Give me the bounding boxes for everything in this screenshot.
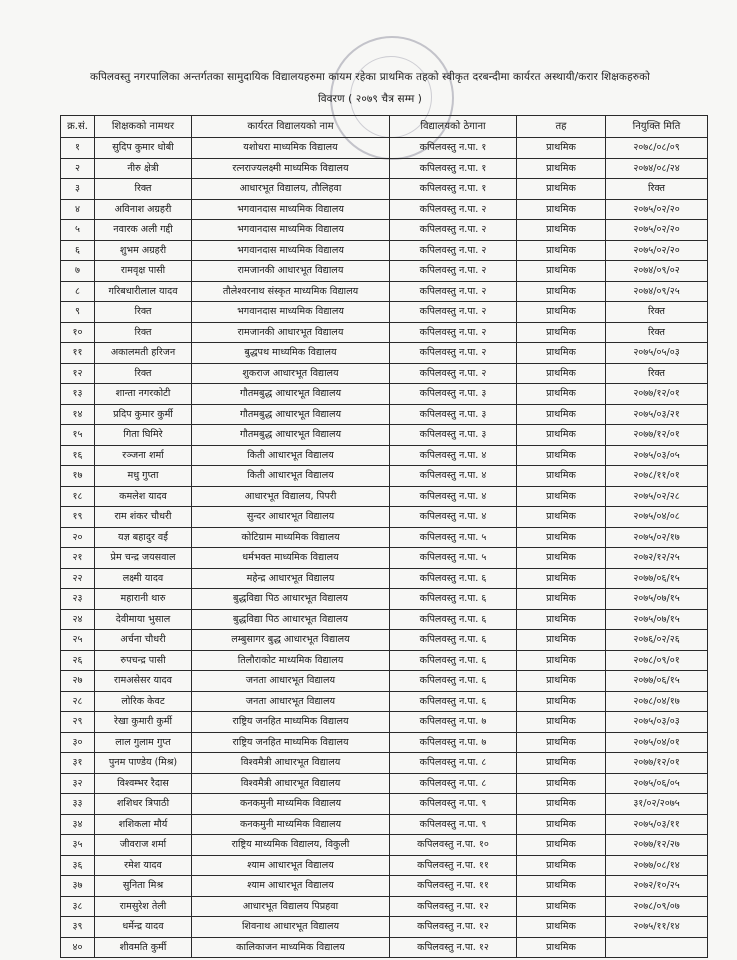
- serial-cell: ३४: [61, 814, 95, 835]
- col-header-address: विद्यालयको ठेगाना: [390, 116, 517, 138]
- table-row: [61, 220, 708, 241]
- table-row: [61, 404, 708, 425]
- level-cell: प्राथमिक: [517, 158, 606, 179]
- teacher-name-cell: शान्ता नगरकोटी: [95, 384, 192, 405]
- appointment-date-cell: २०७५/०२/२०: [606, 199, 708, 220]
- address-cell: कपिलवस्तु न.पा. ६: [390, 650, 517, 671]
- appointment-date-cell: २०७७/०६/१५: [606, 671, 708, 692]
- level-cell: प्राथमिक: [517, 343, 606, 364]
- address-cell: कपिलवस्तु न.पा. १: [390, 179, 517, 200]
- table-row: [61, 589, 708, 610]
- teacher-name-cell: मधु गुप्ता: [95, 466, 192, 487]
- title-line-2: विवरण ( २०७९ चैत्र सम्म ): [318, 93, 422, 105]
- level-cell: प्राथमिक: [517, 691, 606, 712]
- table-row: [61, 896, 708, 917]
- address-cell: कपिलवस्तु न.पा. २: [390, 220, 517, 241]
- address-cell: कपिलवस्तु न.पा. ३: [390, 384, 517, 405]
- address-cell: कपिलवस्तु न.पा. ५: [390, 527, 517, 548]
- teacher-name-cell: कमलेश यादव: [95, 486, 192, 507]
- level-cell: प्राथमिक: [517, 199, 606, 220]
- address-cell: कपिलवस्तु न.पा. १: [390, 158, 517, 179]
- serial-cell: ४: [61, 199, 95, 220]
- serial-cell: ३०: [61, 732, 95, 753]
- appointment-date-cell: २०७५/०३/११: [606, 814, 708, 835]
- table-row: [61, 917, 708, 938]
- serial-cell: १९: [61, 507, 95, 528]
- address-cell: कपिलवस्तु न.पा. ६: [390, 630, 517, 651]
- school-name-cell: जनता आधारभूत विद्यालय: [192, 671, 390, 692]
- appointment-date-cell: ३१/०२/२०७५: [606, 794, 708, 815]
- teacher-name-cell: रामवृक्ष पासी: [95, 261, 192, 282]
- teacher-name-cell: रिक्त: [95, 363, 192, 384]
- school-name-cell: राष्ट्रिय जनहित माध्यमिक विद्यालय: [192, 712, 390, 733]
- appointment-date-cell: २०७५/०२/२०: [606, 220, 708, 241]
- address-cell: कपिलवस्तु न.पा. २: [390, 199, 517, 220]
- serial-cell: १८: [61, 486, 95, 507]
- appointment-date-cell: २०७५/०३/२१: [606, 404, 708, 425]
- level-cell: प्राथमिक: [517, 814, 606, 835]
- teacher-name-cell: रिक्त: [95, 179, 192, 200]
- serial-cell: २७: [61, 671, 95, 692]
- address-cell: कपिलवस्तु न.पा. २: [390, 363, 517, 384]
- col-header-level: तह: [517, 116, 606, 138]
- serial-cell: ११: [61, 343, 95, 364]
- address-cell: कपिलवस्तु न.पा. ११: [390, 855, 517, 876]
- address-cell: कपिलवस्तु न.पा. ६: [390, 671, 517, 692]
- school-name-cell: राष्ट्रिय माध्यमिक विद्यालय, विकुली: [192, 835, 390, 856]
- table-row: [61, 732, 708, 753]
- school-name-cell: बुद्धविद्या पिठ आधारभूत विद्यालय: [192, 589, 390, 610]
- school-name-cell: भगवानदास माध्यमिक विद्यालय: [192, 220, 390, 241]
- teacher-name-cell: रामसुरेश तेली: [95, 896, 192, 917]
- appointment-date-cell: रिक्त: [606, 363, 708, 384]
- level-cell: प्राथमिक: [517, 712, 606, 733]
- teacher-name-cell: जीवराज शर्मा: [95, 835, 192, 856]
- serial-cell: ३६: [61, 855, 95, 876]
- table-row: [61, 240, 708, 261]
- col-header-teacher-name: शिक्षकको नामथर: [95, 116, 192, 138]
- appointment-date-cell: २०७८/०९/०१: [606, 650, 708, 671]
- appointment-date-cell: २०७७/१२/०१: [606, 425, 708, 446]
- level-cell: प्राथमिक: [517, 486, 606, 507]
- address-cell: कपिलवस्तु न.पा. ७: [390, 712, 517, 733]
- school-name-cell: किती आधारभूत विद्यालय: [192, 445, 390, 466]
- teacher-name-cell: रेखा कुमारी कुर्मी: [95, 712, 192, 733]
- school-name-cell: कोटिग्राम माध्यमिक विद्यालय: [192, 527, 390, 548]
- teacher-name-cell: रमेश यादव: [95, 855, 192, 876]
- serial-cell: ८: [61, 281, 95, 302]
- address-cell: कपिलवस्तु न.पा. ८: [390, 753, 517, 774]
- school-name-cell: राष्ट्रिय जनहित माध्यमिक विद्यालय: [192, 732, 390, 753]
- col-header-school-name: कार्यरत विद्यालयको नाम: [192, 116, 390, 138]
- table-row: [61, 261, 708, 282]
- table-row: [61, 937, 708, 958]
- address-cell: कपिलवस्तु न.पा. २: [390, 322, 517, 343]
- school-name-cell: रत्नराज्यलक्ष्मी माध्यमिक विद्यालय: [192, 158, 390, 179]
- level-cell: प्राथमिक: [517, 507, 606, 528]
- table-row: [61, 753, 708, 774]
- teacher-name-cell: शशिधर त्रिपाठी: [95, 794, 192, 815]
- title-line-1: कपिलवस्तु नगरपालिका अन्तर्गतका सामुदायिक विद्यालयहरुमा कायम रहेका प्राथमिक तहको स्वीकृत दरबन्दीमा कार्यरत अस्थायी/करार शिक्षकहरुको: [89, 71, 651, 83]
- appointment-date-cell: २०७२/१२/२५: [606, 548, 708, 569]
- table-row: [61, 138, 708, 159]
- school-name-cell: कनकमुनी माध्यमिक विद्यालय: [192, 814, 390, 835]
- serial-cell: १४: [61, 404, 95, 425]
- appointment-date-cell: २०७८/०४/१७: [606, 691, 708, 712]
- serial-cell: ६: [61, 240, 95, 261]
- teacher-name-cell: राम शंकर चौधरी: [95, 507, 192, 528]
- school-name-cell: भगवानदास माध्यमिक विद्यालय: [192, 199, 390, 220]
- school-name-cell: आधारभूत विद्यालय पिप्रहवा: [192, 896, 390, 917]
- teacher-name-cell: लोरिक केवट: [95, 691, 192, 712]
- serial-cell: २४: [61, 609, 95, 630]
- teacher-name-cell: अविनाश अग्रहरी: [95, 199, 192, 220]
- table-row: [61, 609, 708, 630]
- serial-cell: १२: [61, 363, 95, 384]
- level-cell: प्राथमिक: [517, 917, 606, 938]
- address-cell: कपिलवस्तु न.पा. ६: [390, 568, 517, 589]
- appointment-date-cell: २०७५/०७/१५: [606, 589, 708, 610]
- table-row: [61, 691, 708, 712]
- appointment-date-cell: २०७८/११/०१: [606, 466, 708, 487]
- level-cell: प्राथमिक: [517, 363, 606, 384]
- level-cell: प्राथमिक: [517, 302, 606, 323]
- address-cell: कपिलवस्तु न.पा. १२: [390, 937, 517, 958]
- serial-cell: ३: [61, 179, 95, 200]
- school-name-cell: गौतमबुद्ध आधारभूत विद्यालय: [192, 384, 390, 405]
- appointment-date-cell: २०७७/१२/०१: [606, 753, 708, 774]
- teacher-name-cell: धर्मेन्द्र यादव: [95, 917, 192, 938]
- table-row: [61, 384, 708, 405]
- school-name-cell: रामजानकी आधारभूत विद्यालय: [192, 322, 390, 343]
- school-name-cell: आधारभूत विद्यालय, तौलिहवा: [192, 179, 390, 200]
- table-row: [61, 814, 708, 835]
- school-name-cell: किती आधारभूत विद्यालय: [192, 466, 390, 487]
- serial-cell: ३९: [61, 917, 95, 938]
- appointment-date-cell: २०७५/०४/०१: [606, 732, 708, 753]
- address-cell: कपिलवस्तु न.पा. १२: [390, 896, 517, 917]
- table-row: [61, 548, 708, 569]
- table-row: [61, 855, 708, 876]
- appointment-date-cell: २०७४/०९/२५: [606, 281, 708, 302]
- school-name-cell: कनकमुनी माध्यमिक विद्यालय: [192, 794, 390, 815]
- teacher-name-cell: रिक्त: [95, 302, 192, 323]
- appointment-date-cell: रिक्त: [606, 179, 708, 200]
- school-name-cell: गौतमबुद्ध आधारभूत विद्यालय: [192, 404, 390, 425]
- teacher-name-cell: शुभम अग्रहरी: [95, 240, 192, 261]
- appointment-date-cell: २०७५/०२/२८: [606, 486, 708, 507]
- serial-cell: १७: [61, 466, 95, 487]
- school-name-cell: बुद्धविद्या पिठ आधारभूत विद्यालय: [192, 609, 390, 630]
- serial-cell: २९: [61, 712, 95, 733]
- appointment-date-cell: २०७५/०६/०५: [606, 773, 708, 794]
- appointment-date-cell: २०७८/०८/०९: [606, 138, 708, 159]
- level-cell: प्राथमिक: [517, 568, 606, 589]
- teacher-name-cell: पुनम पाण्डेय (मिश्र): [95, 753, 192, 774]
- appointment-date-cell: २०७५/०३/०५: [606, 445, 708, 466]
- teacher-name-cell: यज्ञ बहादुर वर्ई: [95, 527, 192, 548]
- level-cell: प्राथमिक: [517, 179, 606, 200]
- appointment-date-cell: २०७८/०९/०७: [606, 896, 708, 917]
- teacher-name-cell: महारानी थारु: [95, 589, 192, 610]
- table-row: [61, 630, 708, 651]
- col-header-serial: क्र.सं.: [61, 116, 95, 138]
- table-row: [61, 527, 708, 548]
- level-cell: प्राथमिक: [517, 650, 606, 671]
- school-name-cell: विश्वमैत्री आधारभूत विद्यालय: [192, 773, 390, 794]
- level-cell: प्राथमिक: [517, 937, 606, 958]
- serial-cell: १५: [61, 425, 95, 446]
- teacher-name-cell: लक्ष्मी यादव: [95, 568, 192, 589]
- address-cell: कपिलवस्तु न.पा. ३: [390, 404, 517, 425]
- school-name-cell: यशोधरा माध्यमिक विद्यालय: [192, 138, 390, 159]
- appointment-date-cell: २०७५/०७/१५: [606, 609, 708, 630]
- table-row: [61, 712, 708, 733]
- school-name-cell: गौतमबुद्ध आधारभूत विद्यालय: [192, 425, 390, 446]
- appointment-date-cell: २०७५/११/१४: [606, 917, 708, 938]
- document-title: [40, 66, 700, 110]
- appointment-date-cell: रिक्त: [606, 322, 708, 343]
- address-cell: कपिलवस्तु न.पा. ७: [390, 732, 517, 753]
- teacher-name-cell: नीरु क्षेत्री: [95, 158, 192, 179]
- teacher-name-cell: सुदिप कुमार धोबी: [95, 138, 192, 159]
- school-name-cell: महेन्द्र आधारभूत विद्यालय: [192, 568, 390, 589]
- address-cell: कपिलवस्तु न.पा. ४: [390, 445, 517, 466]
- teacher-name-cell: गरिबधारीलाल यादव: [95, 281, 192, 302]
- appointment-date-cell: २०७५/०२/१७: [606, 527, 708, 548]
- address-cell: कपिलवस्तु न.पा. २: [390, 261, 517, 282]
- serial-cell: ३३: [61, 794, 95, 815]
- school-name-cell: लम्बुसागर बुद्ध आधारभूत विद्यालय: [192, 630, 390, 651]
- appointment-date-cell: २०७६/०२/२६: [606, 630, 708, 651]
- level-cell: प्राथमिक: [517, 589, 606, 610]
- serial-cell: २६: [61, 650, 95, 671]
- address-cell: कपिलवस्तु न.पा. ६: [390, 691, 517, 712]
- table-row: [61, 507, 708, 528]
- table-row: [61, 445, 708, 466]
- appointment-date-cell: २०७७/०६/१५: [606, 568, 708, 589]
- serial-cell: २०: [61, 527, 95, 548]
- table-row: [61, 835, 708, 856]
- school-name-cell: शुकराज आधारभूत विद्यालय: [192, 363, 390, 384]
- school-name-cell: तिलौराकोट माध्यमिक विद्यालय: [192, 650, 390, 671]
- table-row: [61, 773, 708, 794]
- address-cell: कपिलवस्तु न.पा. १२: [390, 917, 517, 938]
- level-cell: प्राथमिक: [517, 261, 606, 282]
- address-cell: कपिलवस्तु न.पा. १: [390, 138, 517, 159]
- appointment-date-cell: २०७७/१२/२७: [606, 835, 708, 856]
- serial-cell: २: [61, 158, 95, 179]
- table-row: [61, 179, 708, 200]
- address-cell: कपिलवस्तु न.पा. ११: [390, 876, 517, 897]
- level-cell: प्राथमिक: [517, 609, 606, 630]
- serial-cell: १०: [61, 322, 95, 343]
- school-name-cell: सुन्दर आधारभूत विद्यालय: [192, 507, 390, 528]
- school-name-cell: तौलेश्वरनाथ संस्कृत माध्यमिक विद्यालय: [192, 281, 390, 302]
- table-row: [61, 486, 708, 507]
- col-header-appointment-date: नियुक्ति मिति: [606, 116, 708, 138]
- teacher-name-cell: विश्वम्भर रैदास: [95, 773, 192, 794]
- address-cell: कपिलवस्तु न.पा. ९: [390, 794, 517, 815]
- serial-cell: २५: [61, 630, 95, 651]
- address-cell: कपिलवस्तु न.पा. ६: [390, 589, 517, 610]
- table-row: [61, 199, 708, 220]
- teacher-name-cell: प्रदिप कुमार कुर्मी: [95, 404, 192, 425]
- school-name-cell: रामजानकी आधारभूत विद्यालय: [192, 261, 390, 282]
- serial-cell: २१: [61, 548, 95, 569]
- table-row: [61, 466, 708, 487]
- level-cell: प्राथमिक: [517, 732, 606, 753]
- school-name-cell: धर्मभक्त माध्यमिक विद्यालय: [192, 548, 390, 569]
- address-cell: कपिलवस्तु न.पा. २: [390, 343, 517, 364]
- school-name-cell: शिवनाथ आधारभूत विद्यालय: [192, 917, 390, 938]
- address-cell: कपिलवस्तु न.पा. १०: [390, 835, 517, 856]
- appointment-date-cell: २०७५/०२/२०: [606, 240, 708, 261]
- address-cell: कपिलवस्तु न.पा. ५: [390, 548, 517, 569]
- table-row: [61, 363, 708, 384]
- address-cell: कपिलवस्तु न.पा. ९: [390, 814, 517, 835]
- teacher-name-cell: अर्चना चौधरी: [95, 630, 192, 651]
- teacher-name-cell: प्रेम चन्द्र जयसवाल: [95, 548, 192, 569]
- teacher-name-cell: लाल गुलाम गुप्त: [95, 732, 192, 753]
- address-cell: कपिलवस्तु न.पा. ८: [390, 773, 517, 794]
- serial-cell: १३: [61, 384, 95, 405]
- table-row: [61, 322, 708, 343]
- table-row: [61, 302, 708, 323]
- teacher-name-cell: रुपचन्द्र पासी: [95, 650, 192, 671]
- teacher-name-cell: देवीमाया भुसाल: [95, 609, 192, 630]
- teacher-name-cell: अकालमती हरिजन: [95, 343, 192, 364]
- level-cell: प्राथमिक: [517, 425, 606, 446]
- table-row: [61, 794, 708, 815]
- level-cell: प्राथमिक: [517, 630, 606, 651]
- school-name-cell: भगवानदास माध्यमिक विद्यालय: [192, 302, 390, 323]
- teacher-name-cell: शीवमति कुर्मी: [95, 937, 192, 958]
- serial-cell: ९: [61, 302, 95, 323]
- serial-cell: ४०: [61, 937, 95, 958]
- level-cell: प्राथमिक: [517, 855, 606, 876]
- level-cell: प्राथमिक: [517, 281, 606, 302]
- appointment-date-cell: २०७७/०८/१४: [606, 855, 708, 876]
- school-name-cell: कालिकाजन माध्यमिक विद्यालय: [192, 937, 390, 958]
- address-cell: कपिलवस्तु न.पा. ४: [390, 507, 517, 528]
- appointment-date-cell: २०७७/१२/०१: [606, 384, 708, 405]
- level-cell: प्राथमिक: [517, 384, 606, 405]
- level-cell: प्राथमिक: [517, 445, 606, 466]
- appointment-date-cell: रिक्त: [606, 302, 708, 323]
- table-header-row: [61, 116, 708, 138]
- level-cell: प्राथमिक: [517, 773, 606, 794]
- address-cell: कपिलवस्तु न.पा. २: [390, 281, 517, 302]
- teacher-name-cell: नवारक अली गद्दी: [95, 220, 192, 241]
- table-row: [61, 671, 708, 692]
- table-body: [61, 138, 708, 958]
- appointment-date-cell: २०७५/०३/०३: [606, 712, 708, 733]
- serial-cell: १: [61, 138, 95, 159]
- school-name-cell: जनता आधारभूत विद्यालय: [192, 691, 390, 712]
- appointment-date-cell: २०७४/०८/२४: [606, 158, 708, 179]
- level-cell: प्राथमिक: [517, 876, 606, 897]
- serial-cell: ३५: [61, 835, 95, 856]
- address-cell: कपिलवस्तु न.पा. ३: [390, 425, 517, 446]
- appointment-date-cell: २०७४/०९/०२: [606, 261, 708, 282]
- serial-cell: ३७: [61, 876, 95, 897]
- address-cell: कपिलवस्तु न.पा. २: [390, 302, 517, 323]
- serial-cell: ३२: [61, 773, 95, 794]
- appointment-date-cell: [606, 937, 708, 958]
- school-name-cell: आधारभूत विद्यालय, पिपरी: [192, 486, 390, 507]
- teacher-name-cell: सुनिता मिश्र: [95, 876, 192, 897]
- appointment-date-cell: २०७२/१०/२५: [606, 876, 708, 897]
- teacher-name-cell: रिक्त: [95, 322, 192, 343]
- level-cell: प्राथमिक: [517, 322, 606, 343]
- level-cell: प्राथमिक: [517, 753, 606, 774]
- level-cell: प्राथमिक: [517, 671, 606, 692]
- level-cell: प्राथमिक: [517, 404, 606, 425]
- teacher-name-cell: रञ्जना शर्मा: [95, 445, 192, 466]
- table-row: [61, 876, 708, 897]
- address-cell: कपिलवस्तु न.पा. ६: [390, 609, 517, 630]
- appointment-date-cell: २०७५/०५/०३: [606, 343, 708, 364]
- level-cell: प्राथमिक: [517, 240, 606, 261]
- level-cell: प्राथमिक: [517, 466, 606, 487]
- address-cell: कपिलवस्तु न.पा. ४: [390, 466, 517, 487]
- level-cell: प्राथमिक: [517, 835, 606, 856]
- table-row: [61, 425, 708, 446]
- teacher-name-cell: रामअसेसर यादव: [95, 671, 192, 692]
- school-name-cell: बुद्धपथ माध्यमिक विद्यालय: [192, 343, 390, 364]
- table-row: [61, 281, 708, 302]
- school-name-cell: श्याम आधारभूत विद्यालय: [192, 876, 390, 897]
- level-cell: प्राथमिक: [517, 138, 606, 159]
- school-name-cell: श्याम आधारभूत विद्यालय: [192, 855, 390, 876]
- school-name-cell: भगवानदास माध्यमिक विद्यालय: [192, 240, 390, 261]
- level-cell: प्राथमिक: [517, 527, 606, 548]
- serial-cell: २८: [61, 691, 95, 712]
- level-cell: प्राथमिक: [517, 896, 606, 917]
- serial-cell: ३८: [61, 896, 95, 917]
- table-row: [61, 343, 708, 364]
- level-cell: प्राथमिक: [517, 220, 606, 241]
- serial-cell: ३१: [61, 753, 95, 774]
- table-row: [61, 650, 708, 671]
- serial-cell: ७: [61, 261, 95, 282]
- appointment-date-cell: २०७५/०४/०८: [606, 507, 708, 528]
- teacher-name-cell: गिता घिमिरे: [95, 425, 192, 446]
- serial-cell: ५: [61, 220, 95, 241]
- teacher-table: [60, 115, 708, 958]
- address-cell: कपिलवस्तु न.पा. ४: [390, 486, 517, 507]
- serial-cell: २३: [61, 589, 95, 610]
- teacher-name-cell: शशिकला मौर्य: [95, 814, 192, 835]
- address-cell: कपिलवस्तु न.पा. २: [390, 240, 517, 261]
- serial-cell: १६: [61, 445, 95, 466]
- level-cell: प्राथमिक: [517, 794, 606, 815]
- serial-cell: २२: [61, 568, 95, 589]
- level-cell: प्राथमिक: [517, 548, 606, 569]
- table-row: [61, 158, 708, 179]
- table-row: [61, 568, 708, 589]
- school-name-cell: विश्वमैत्री आधारभूत विद्यालय: [192, 753, 390, 774]
